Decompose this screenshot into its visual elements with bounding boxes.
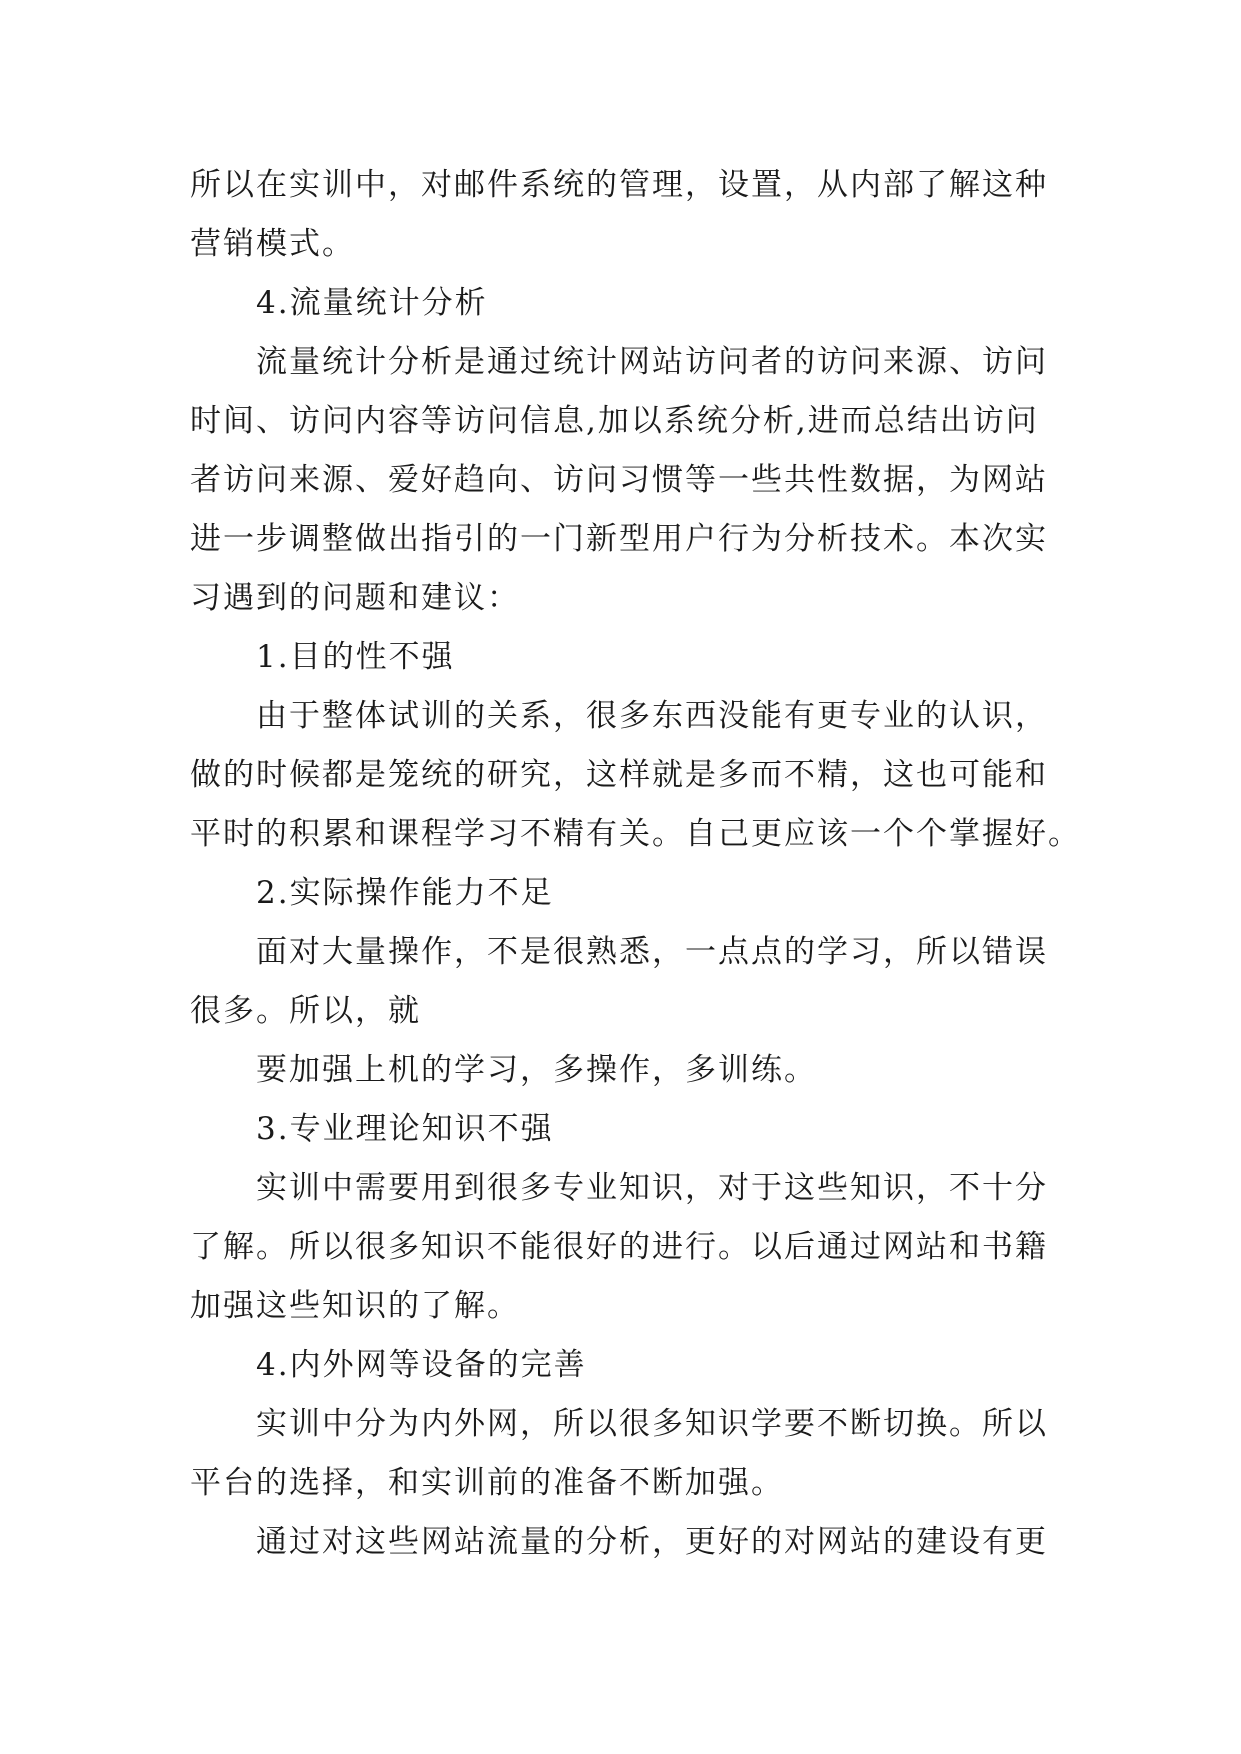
section-heading: 4.流量统计分析	[256, 285, 488, 321]
paragraph-line: 所以在实训中，对邮件系统的管理，设置，从内部了解这种	[190, 167, 1048, 203]
paragraph-line: 流量统计分析是通过统计网站访问者的访问来源、访问	[256, 344, 1048, 380]
paragraph-line: 加强这些知识的了解。	[190, 1288, 520, 1324]
paragraph-line: 习遇到的问题和建议：	[190, 580, 520, 616]
paragraph-line: 实训中分为内外网，所以很多知识学要不断切换。所以	[256, 1406, 1048, 1442]
paragraph-line: 要加强上机的学习，多操作，多训练。	[256, 1052, 817, 1088]
paragraph-line: 者访问来源、爱好趋向、访问习惯等一些共性数据，为网站	[190, 462, 1048, 498]
section-heading: 3.专业理论知识不强	[256, 1111, 554, 1147]
section-heading: 4.内外网等设备的完善	[256, 1347, 587, 1383]
paragraph-line: 很多。所以，就	[190, 993, 421, 1029]
section-heading: 1.目的性不强	[256, 639, 455, 675]
paragraph-line: 由于整体试训的关系，很多东西没能有更专业的认识，	[256, 698, 1048, 734]
paragraph-line: 面对大量操作，不是很熟悉，一点点的学习，所以错误	[256, 934, 1048, 970]
paragraph-line: 平台的选择，和实训前的准备不断加强。	[190, 1465, 784, 1501]
paragraph-line: 营销模式。	[190, 226, 355, 262]
paragraph-line: 进一步调整做出指引的一门新型用户行为分析技术。本次实	[190, 521, 1048, 557]
paragraph-line: 通过对这些网站流量的分析，更好的对网站的建设有更	[256, 1524, 1048, 1560]
section-heading: 2.实际操作能力不足	[256, 875, 554, 911]
paragraph-line: 了解。所以很多知识不能很好的进行。以后通过网站和书籍	[190, 1229, 1048, 1265]
paragraph-line: 平时的积累和课程学习不精有关。自己更应该一个个掌握好。	[190, 816, 1081, 852]
paragraph-line: 实训中需要用到很多专业知识，对于这些知识，不十分	[256, 1170, 1048, 1206]
paragraph-line: 做的时候都是笼统的研究，这样就是多而不精，这也可能和	[190, 757, 1048, 793]
paragraph-line: 时间、访问内容等访问信息,加以系统分析,进而总结出访问	[190, 403, 1039, 439]
